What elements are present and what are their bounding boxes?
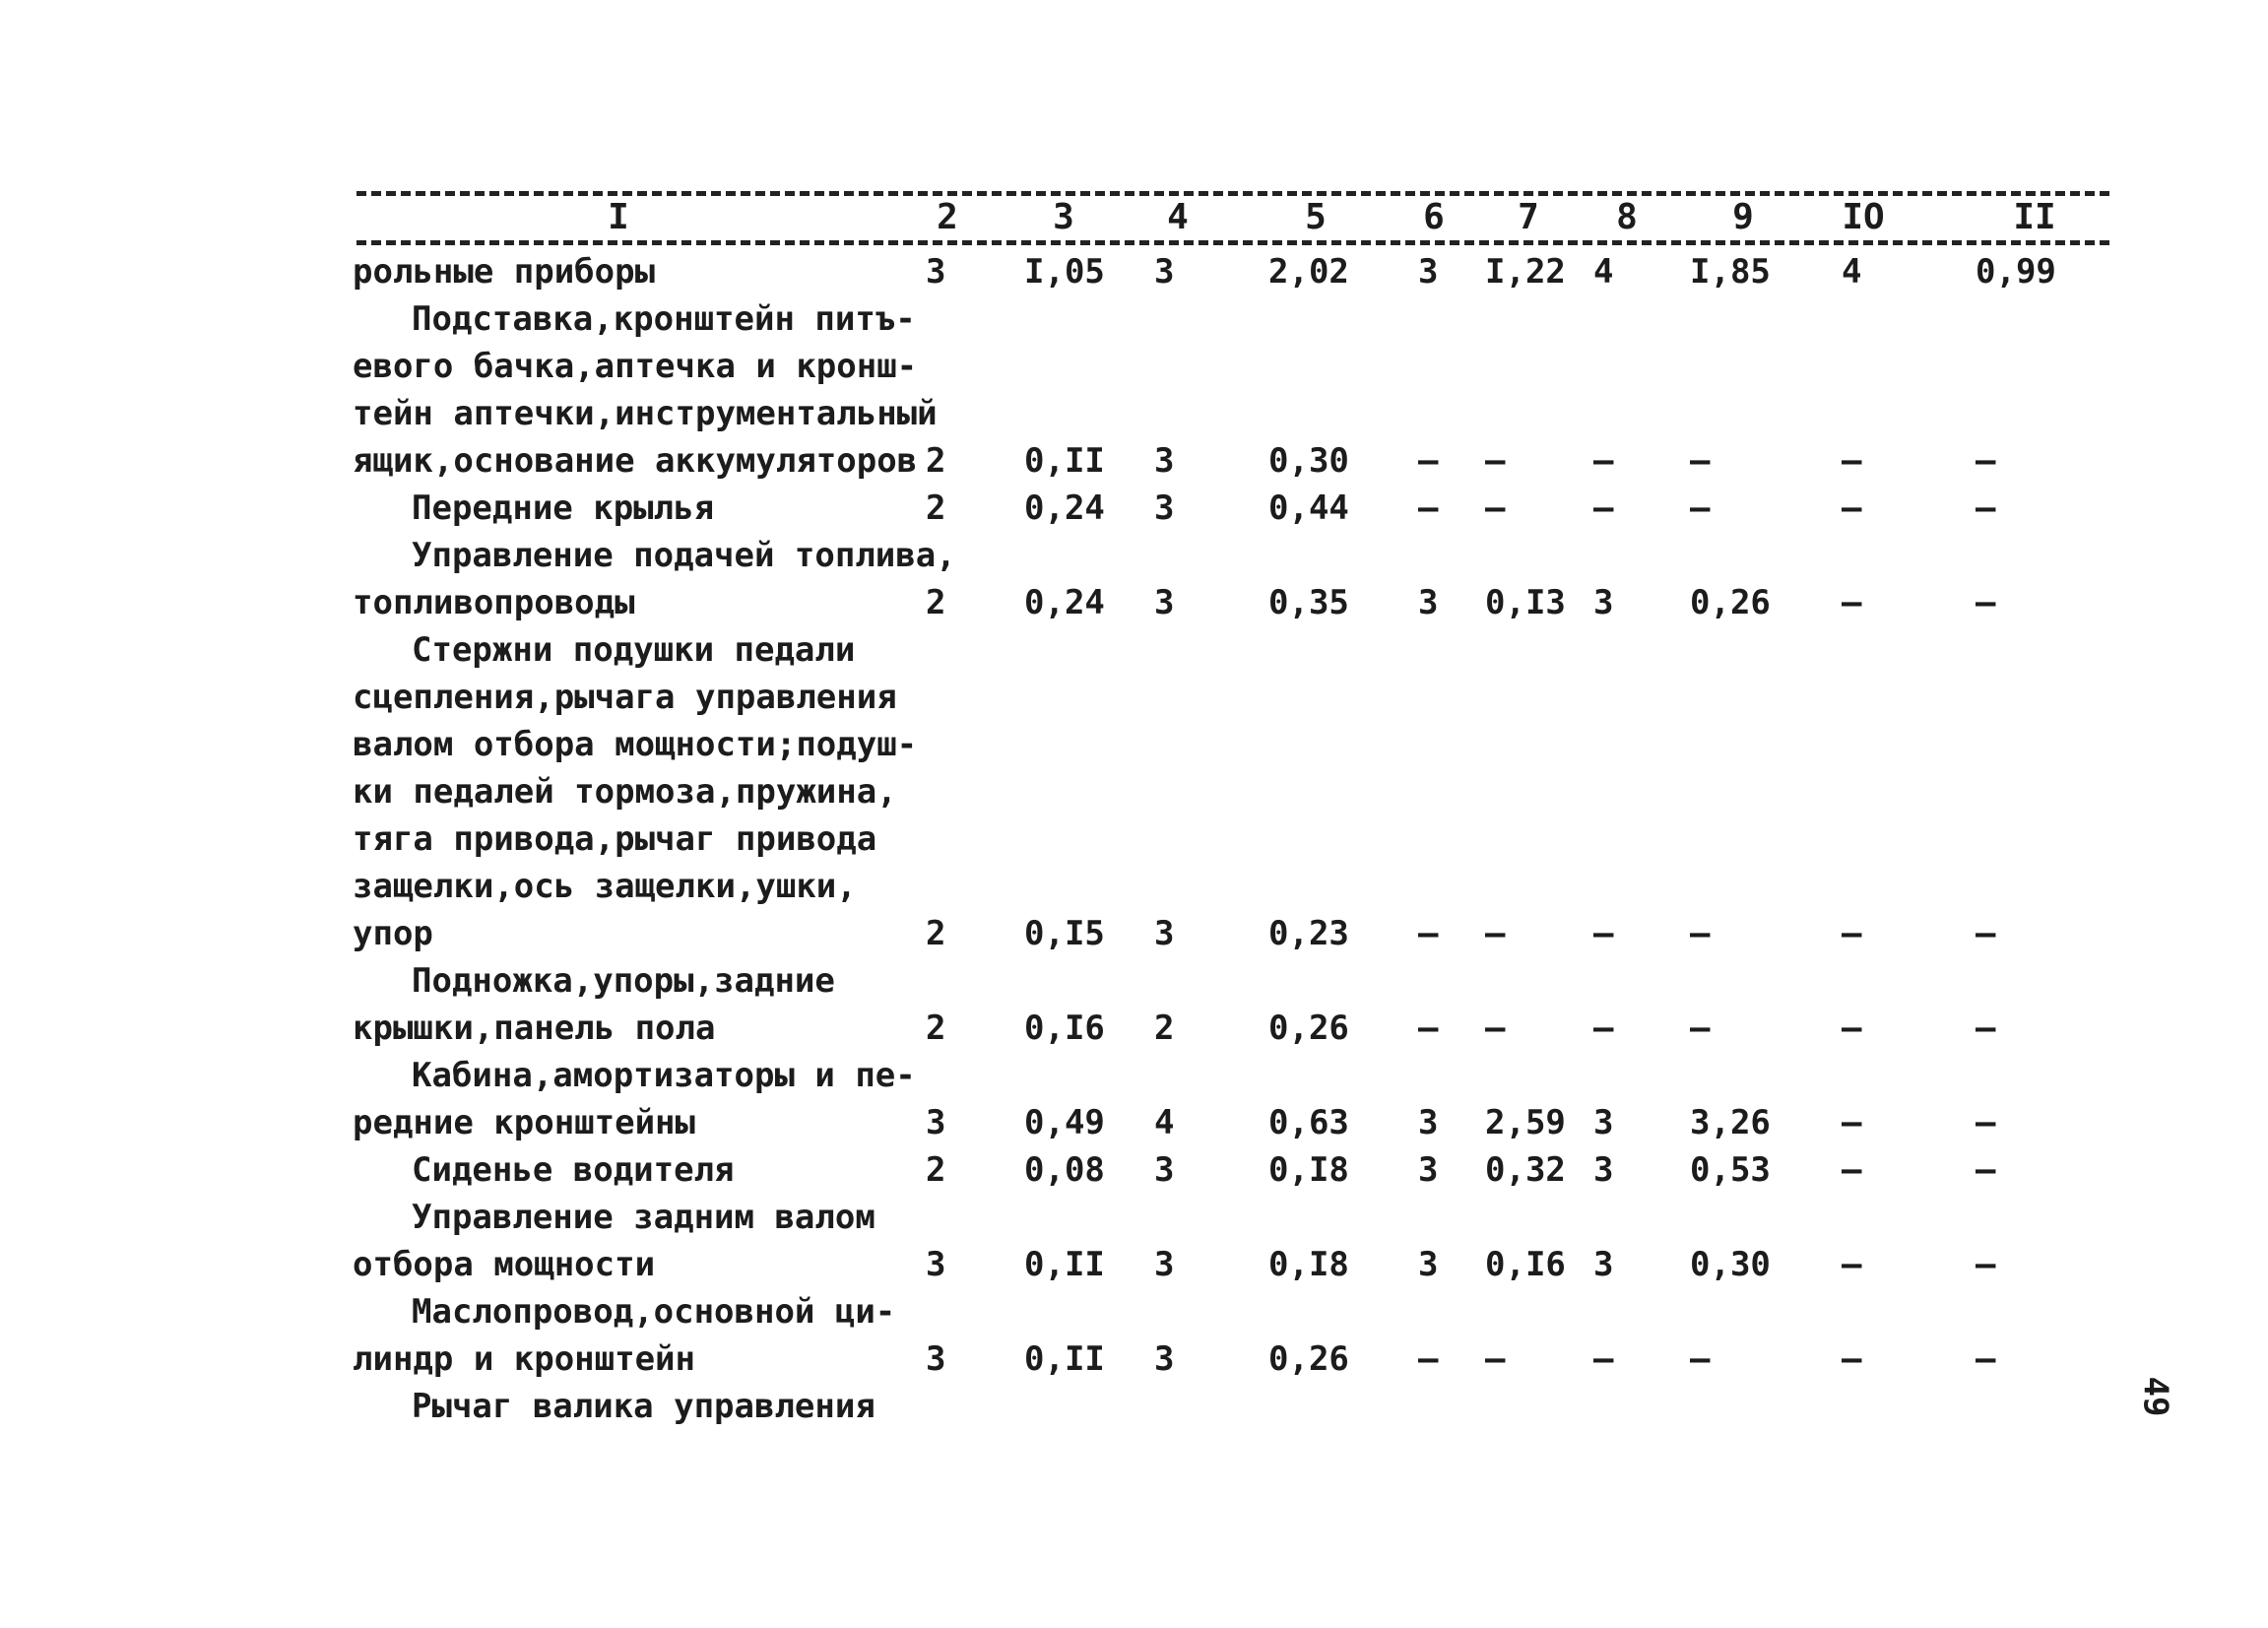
table-cell: 0,24 bbox=[1024, 583, 1105, 622]
table-row-line bbox=[0, 437, 2268, 485]
table-cell: I,85 bbox=[1690, 252, 1771, 292]
table-cell: – bbox=[1690, 914, 1711, 953]
table-cell: 3,26 bbox=[1690, 1103, 1771, 1142]
table-cell: 0,I8 bbox=[1268, 1150, 1349, 1190]
table-row-line bbox=[0, 957, 2268, 1005]
table-row-line bbox=[0, 248, 2268, 295]
table-row-line bbox=[0, 1383, 2268, 1430]
table-cell: 2 bbox=[1154, 1009, 1175, 1048]
table-cell: – bbox=[1690, 488, 1711, 528]
table-cell: I,22 bbox=[1485, 252, 1566, 292]
table-cell: – bbox=[1842, 1103, 1862, 1142]
page-number: 49 bbox=[2135, 1376, 2175, 1417]
row-description: Рычаг валика управления bbox=[412, 1387, 875, 1426]
table-cell: – bbox=[1842, 488, 1862, 528]
table-cell: 0,53 bbox=[1690, 1150, 1771, 1190]
table-cell: 3 bbox=[1154, 583, 1175, 622]
table-cell: – bbox=[1976, 488, 1996, 528]
table-row-line bbox=[0, 1194, 2268, 1241]
table-cell: 3 bbox=[926, 1245, 946, 1284]
table-cell: – bbox=[1842, 583, 1862, 622]
table-cell: 3 bbox=[926, 1339, 946, 1379]
table-cell: 4 bbox=[1842, 252, 1862, 292]
table-cell: 0,I6 bbox=[1024, 1009, 1105, 1048]
table-row-line bbox=[0, 532, 2268, 579]
column-header-1: I bbox=[608, 197, 629, 237]
table-cell: – bbox=[1842, 1009, 1862, 1048]
table-cell: – bbox=[1842, 441, 1862, 481]
column-header-3: 3 bbox=[1053, 197, 1074, 237]
table-cell: 0,32 bbox=[1485, 1150, 1566, 1190]
table-row-line bbox=[0, 1335, 2268, 1383]
table-cell: – bbox=[1593, 1009, 1614, 1048]
table-cell: 0,I3 bbox=[1485, 583, 1566, 622]
table-cell: – bbox=[1593, 441, 1614, 481]
table-cell: – bbox=[1418, 488, 1439, 528]
table-cell: – bbox=[1418, 441, 1439, 481]
table-row-line bbox=[0, 1241, 2268, 1288]
table-cell: 0,30 bbox=[1268, 441, 1349, 481]
table-row-line bbox=[0, 485, 2268, 532]
table-cell: 0,49 bbox=[1024, 1103, 1105, 1142]
table-row-line bbox=[0, 1099, 2268, 1146]
row-description: топливопроводы bbox=[353, 583, 635, 622]
table-cell: – bbox=[1690, 1009, 1711, 1048]
table-row-line bbox=[0, 390, 2268, 437]
table-cell: 0,I6 bbox=[1485, 1245, 1566, 1284]
table-row-line bbox=[0, 768, 2268, 815]
table-cell: – bbox=[1593, 1339, 1614, 1379]
table-cell: 3 bbox=[926, 252, 946, 292]
table-cell: 2 bbox=[926, 1009, 946, 1048]
table-cell: – bbox=[1485, 488, 1506, 528]
table-cell: 3 bbox=[1593, 1103, 1614, 1142]
table-cell: 2 bbox=[926, 488, 946, 528]
table-cell: – bbox=[1485, 1009, 1506, 1048]
table-cell: 0,35 bbox=[1268, 583, 1349, 622]
table-cell: 3 bbox=[1418, 1103, 1439, 1142]
table-cell: 0,I5 bbox=[1024, 914, 1105, 953]
table-row-line bbox=[0, 1052, 2268, 1099]
table-cell: – bbox=[1976, 1009, 1996, 1048]
table-row-line bbox=[0, 343, 2268, 390]
table-cell: – bbox=[1593, 488, 1614, 528]
row-description: тейн аптечки,инструментальный bbox=[353, 394, 938, 433]
table-row-line bbox=[0, 579, 2268, 626]
table-cell: – bbox=[1485, 441, 1506, 481]
table-cell: 3 bbox=[1418, 252, 1439, 292]
table-cell: 0,44 bbox=[1268, 488, 1349, 528]
table-row-line bbox=[0, 815, 2268, 863]
table-row-line bbox=[0, 295, 2268, 343]
table-cell: 0,26 bbox=[1690, 583, 1771, 622]
column-header-8: 8 bbox=[1616, 197, 1638, 237]
table-row-line bbox=[0, 1146, 2268, 1194]
row-description: отбора мощности bbox=[353, 1245, 656, 1284]
row-description: упор bbox=[353, 914, 433, 953]
table-cell: 3 bbox=[1154, 1150, 1175, 1190]
table-cell: 2,59 bbox=[1485, 1103, 1566, 1142]
row-description: Подножка,упоры,задние bbox=[412, 961, 835, 1001]
row-description: защелки,ось защелки,ушки, bbox=[353, 867, 857, 906]
table-cell: – bbox=[1690, 441, 1711, 481]
column-header-6: 6 bbox=[1423, 197, 1445, 237]
table-cell: 0,30 bbox=[1690, 1245, 1771, 1284]
table-cell: 3 bbox=[1593, 583, 1614, 622]
table-cell: – bbox=[1418, 914, 1439, 953]
table-cell: – bbox=[1976, 1339, 1996, 1379]
column-header-4: 4 bbox=[1167, 197, 1189, 237]
table-cell: 2 bbox=[926, 441, 946, 481]
row-description: Управление подачей топлива, bbox=[412, 536, 956, 575]
table-cell: – bbox=[1842, 1150, 1862, 1190]
table-cell: 3 bbox=[1593, 1245, 1614, 1284]
row-description: линдр и кронштейн bbox=[353, 1339, 695, 1379]
table-cell: 0,II bbox=[1024, 1339, 1105, 1379]
column-header-2: 2 bbox=[937, 197, 958, 237]
table-cell: – bbox=[1485, 914, 1506, 953]
table-cell: 3 bbox=[1593, 1150, 1614, 1190]
column-header-10: IO bbox=[1842, 197, 1885, 237]
row-description: крышки,панель пола bbox=[353, 1009, 716, 1048]
table-cell: 4 bbox=[1154, 1103, 1175, 1142]
table-cell: 0,I8 bbox=[1268, 1245, 1349, 1284]
row-description: евого бачка,аптечка и кронш- bbox=[353, 347, 918, 386]
table-cell: – bbox=[1842, 1245, 1862, 1284]
table-cell: 0,II bbox=[1024, 1245, 1105, 1284]
table-cell: 3 bbox=[1418, 1150, 1439, 1190]
table-cell: – bbox=[1690, 1339, 1711, 1379]
table-cell: – bbox=[1976, 441, 1996, 481]
table-cell: 2,02 bbox=[1268, 252, 1349, 292]
column-header-11: II bbox=[2013, 197, 2056, 237]
table-cell: – bbox=[1418, 1339, 1439, 1379]
row-description: тяга привода,рычаг привода bbox=[353, 819, 877, 859]
row-description: валом отбора мощности;подуш- bbox=[353, 725, 918, 764]
table-cell: 0,26 bbox=[1268, 1339, 1349, 1379]
table-row-line bbox=[0, 674, 2268, 721]
table-cell: 2 bbox=[926, 583, 946, 622]
table-cell: 0,24 bbox=[1024, 488, 1105, 528]
row-description: Маслопровод,основной ци- bbox=[412, 1292, 896, 1332]
table-cell: 0,99 bbox=[1976, 252, 2056, 292]
table-cell: – bbox=[1593, 914, 1614, 953]
table-cell: – bbox=[1976, 1245, 1996, 1284]
row-description: Кабина,амортизаторы и пе- bbox=[412, 1056, 916, 1095]
row-description: Управление задним валом bbox=[412, 1198, 875, 1237]
column-header-5: 5 bbox=[1305, 197, 1327, 237]
row-description: Стержни подушки педали bbox=[412, 630, 856, 670]
table-cell: 2 bbox=[926, 1150, 946, 1190]
table-cell: 0,63 bbox=[1268, 1103, 1349, 1142]
table-cell: 3 bbox=[1154, 914, 1175, 953]
table-row-line bbox=[0, 721, 2268, 768]
table-cell: 0,08 bbox=[1024, 1150, 1105, 1190]
table-cell: 0,II bbox=[1024, 441, 1105, 481]
table-cell: – bbox=[1976, 914, 1996, 953]
row-description: Подставка,кронштейн питъ- bbox=[412, 299, 916, 339]
table-cell: 3 bbox=[1418, 1245, 1439, 1284]
table-cell: – bbox=[1842, 1339, 1862, 1379]
table-cell: – bbox=[1418, 1009, 1439, 1048]
table-cell: 3 bbox=[1154, 1245, 1175, 1284]
table-cell: 3 bbox=[926, 1103, 946, 1142]
row-description: Передние крылья bbox=[412, 488, 715, 528]
table-cell: – bbox=[1976, 1103, 1996, 1142]
column-header-9: 9 bbox=[1732, 197, 1754, 237]
table-row-line bbox=[0, 1005, 2268, 1052]
table-row-line bbox=[0, 626, 2268, 674]
table-cell: 3 bbox=[1154, 488, 1175, 528]
table-cell: 3 bbox=[1418, 583, 1439, 622]
table-cell: – bbox=[1485, 1339, 1506, 1379]
table-cell: – bbox=[1976, 583, 1996, 622]
table-cell: – bbox=[1842, 914, 1862, 953]
table-row-line bbox=[0, 1288, 2268, 1335]
row-description: редние кронштейны bbox=[353, 1103, 695, 1142]
table-cell: 3 bbox=[1154, 1339, 1175, 1379]
table-cell: – bbox=[1976, 1150, 1996, 1190]
table-row-line bbox=[0, 863, 2268, 910]
table-header-rule bbox=[356, 240, 2109, 245]
column-header-7: 7 bbox=[1518, 197, 1539, 237]
table-cell: 3 bbox=[1154, 441, 1175, 481]
table-cell: 4 bbox=[1593, 252, 1614, 292]
table-cell: 3 bbox=[1154, 252, 1175, 292]
table-cell: I,05 bbox=[1024, 252, 1105, 292]
row-description: Сиденье водителя bbox=[412, 1150, 735, 1190]
row-description: сцепления,рычага управления bbox=[353, 678, 897, 717]
row-description: ящик,основание аккумуляторов bbox=[353, 441, 918, 481]
table-cell: 0,23 bbox=[1268, 914, 1349, 953]
table-row-line bbox=[0, 910, 2268, 957]
table-cell: 2 bbox=[926, 914, 946, 953]
row-description: ки педалей тормоза,пружина, bbox=[353, 772, 897, 812]
table-cell: 0,26 bbox=[1268, 1009, 1349, 1048]
row-description: рольные приборы bbox=[353, 252, 656, 292]
